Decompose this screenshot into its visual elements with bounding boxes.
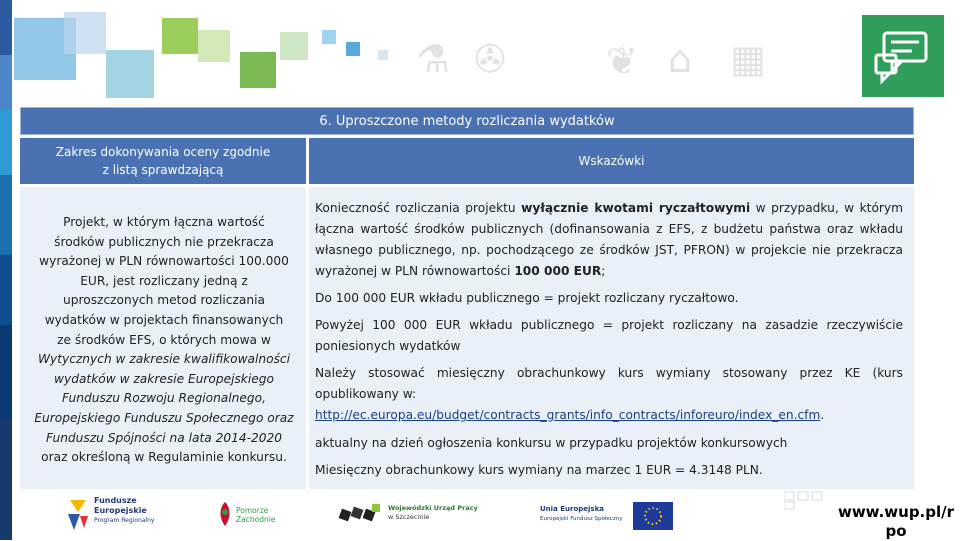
hint-paragraph-5: aktualny na dzień ogłoszenia konkursu w przypadku projektów konkursowych: [315, 436, 788, 450]
wind-turbine-icon: ✇: [474, 37, 506, 81]
table-title: 6. Uproszczone metody rozliczania wydatków: [20, 107, 914, 135]
hint-paragraph-3: Powyżej 100 000 EUR wkładu publicznego = projekt rozliczany na zasadzie rzeczywiście poniesionych wydatków: [315, 318, 903, 353]
left-cell-text: Projekt, w którym łączna wartość środków publicznych nie przekracza wyrażonej w PLN równowartości 100.000 EUR, jest rozliczany jedną z uproszczonych metod rozliczania wydatków w projektach finansowanych ze środków EFS, o których mowa w Wytycznych w zakresie kwalifikowalności wydatków w zakresie Europejskiego Funduszu Rozwoju Regionalnego, Europejskiego Funduszu Społecznego oraz Funduszu Spójności na lata 2014-2020 oraz określoną w Regulaminie konkursu.: [34, 215, 294, 465]
website-url: www.wup.pl/r po: [832, 503, 960, 540]
griffin-icon: [216, 500, 234, 528]
chat-bubbles-icon: [862, 15, 944, 97]
eu-flag-icon: [633, 502, 673, 530]
fundusze-europejskie-logo: Fundusze Europejskie Program Regionalny: [66, 494, 196, 534]
factory-icon: ⌂: [668, 37, 693, 81]
wup-szczecin-logo: Wojewódzki Urząd Pracy w Szczecinie: [338, 500, 478, 530]
inforeuro-link[interactable]: http://ec.europa.eu/budget/contracts_grants/info_contracts/inforeuro/index_en.cfm: [315, 408, 821, 422]
column-header-hints: Wskazówki: [309, 138, 914, 184]
faint-grid-decoration: [784, 490, 834, 510]
column-header-scope: Zakres dokonywania oceny zgodnie z listą sprawdzającą: [20, 138, 306, 184]
chat-box: [862, 15, 944, 97]
wup-emblem-icon: [338, 500, 384, 528]
pomorze-zachodnie-logo: Pomorze Zachodnie: [216, 500, 286, 532]
hint-paragraph-1: Konieczność rozliczania projektu wyłącznie kwotami ryczałtowymi w przypadku, w którym łączna wartość środków publicznych (dofinansowania z EFS, z budżetu państwa oraz wkładu własnego publicznego, np. pochodzącego ze środków JST, PFRON) w projekcie nie przekracza wyrażonej w PLN równowartości 100 000 EUR;: [315, 201, 904, 278]
unia-europejska-logo: Unia Europejska Europejski Fundusz Społeczny: [540, 500, 675, 532]
flask-icon: ⚗: [416, 37, 451, 81]
leaves-icon: ❦: [606, 39, 638, 83]
hint-paragraph-2: Do 100 000 EUR wkładu publicznego = projekt rozliczany ryczałtowo.: [315, 291, 739, 305]
fe-stars-icon: [66, 496, 90, 532]
tram-icon: ▦: [730, 37, 766, 81]
hint-paragraph-6: Miesięczny obrachunkowy kurs wymiany na marzec 1 EUR = 4.3148 PLN.: [315, 463, 763, 477]
hint-paragraph-4: Należy stosować miesięczny obrachunkowy kurs wymiany stosowany przez KE (kurs opublikowany w: http://ec.europa.eu/budget/contracts_grants/info_contracts/inforeuro/index_en.cfm.: [315, 366, 903, 422]
